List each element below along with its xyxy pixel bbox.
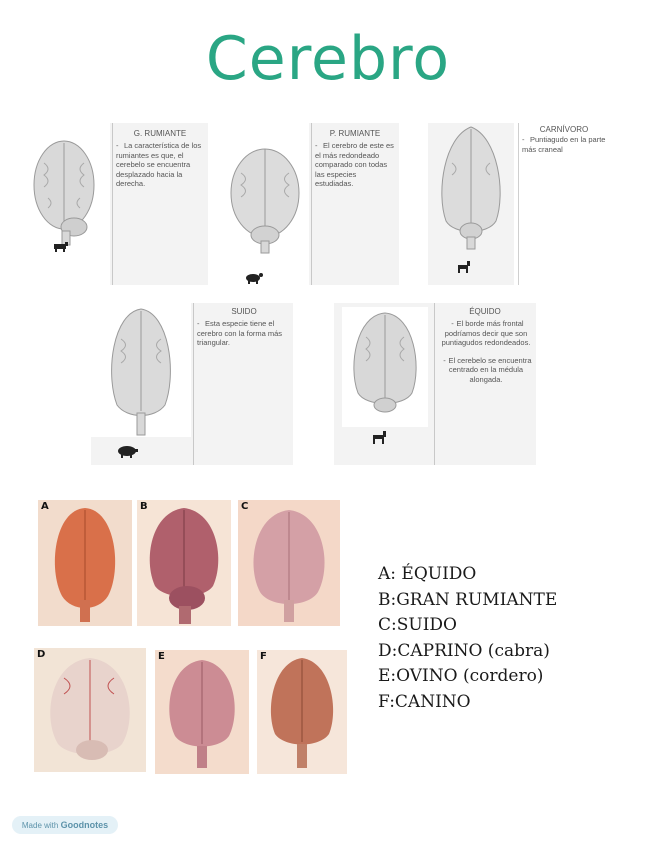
card-text: - El borde más frontal podríamos decir que son puntiagudos redondeados. - El cerebelo se encuentra centrado en la médula alongada.: [441, 319, 532, 384]
legend-item-b: B:GRAN RUMIANTE: [378, 589, 558, 610]
photo-letter: F: [260, 651, 267, 662]
legend-item-e: E:OVINO (cordero): [378, 666, 544, 686]
card-divider: [518, 123, 519, 285]
legend-item-c: C:SUIDO: [378, 615, 457, 635]
card-pequeno-rumiante: [221, 123, 399, 285]
brain-illustration-frame: [221, 123, 309, 285]
card-carnivoro: [428, 123, 608, 285]
card-heading: SUIDO: [231, 307, 257, 316]
badge-prefix: Made with: [21, 821, 59, 830]
photo-d: [34, 648, 146, 772]
pig-silhouette-icon: [115, 443, 139, 459]
photo-letter: E: [158, 651, 165, 662]
page-title: Cerebro: [205, 24, 451, 94]
photo-c: [238, 500, 340, 626]
brain-illustration-frame: [428, 123, 514, 285]
card-text: - Esta especie tiene el cerebro con la forma más triangular.: [197, 319, 283, 347]
brain-illustration-frame: [91, 303, 191, 437]
card-suido: [91, 303, 293, 465]
card-gran-rumiante: [18, 123, 208, 285]
dog-silhouette-icon: [458, 261, 470, 273]
card-divider: [112, 123, 113, 285]
cow-silhouette-icon: [54, 242, 68, 252]
card-text: - La característica de los rumiantes es que, el cerebelo se encuentra desplazado hacia la derecha.: [116, 141, 202, 188]
photo-a: [38, 500, 132, 626]
brain-photo: [34, 648, 146, 772]
photo-letter: D: [37, 649, 46, 660]
photo-letter: C: [241, 501, 249, 512]
photo-e: [155, 650, 249, 774]
legend-item-d: D:CAPRINO (cabra): [378, 640, 550, 661]
brain-illustration: [221, 123, 309, 285]
made-with-goodnotes-badge[interactable]: [12, 816, 118, 834]
card-text: - Puntiagudo en la parte más craneal: [522, 135, 606, 154]
brain-photo: [38, 500, 132, 626]
brain-illustration-frame: [18, 123, 110, 285]
card-heading: G. RUMIANTE: [133, 129, 187, 138]
brain-illustration: [342, 307, 428, 427]
card-text: - El cerebro de este es el más redondeado comparado con todas las especies estudiadas.: [315, 141, 394, 188]
legend-item-f: F:CANINO: [378, 691, 471, 712]
card-divider: [193, 303, 194, 465]
brain-photo: [238, 500, 340, 626]
horse-silhouette-icon: [370, 429, 390, 445]
brain-illustration-frame: [342, 307, 428, 427]
photo-letter: A: [41, 501, 49, 512]
card-divider: [311, 123, 312, 285]
legend-item-a: A: ÉQUIDO: [378, 564, 477, 584]
brain-photo: [155, 650, 249, 774]
photo-legend: [378, 562, 557, 715]
brain-illustration: [18, 123, 110, 285]
photo-letter: B: [140, 501, 148, 512]
photo-f: [257, 650, 347, 774]
photo-b: [137, 500, 231, 626]
brain-illustration: [428, 123, 514, 285]
card-heading: ÉQUIDO: [469, 307, 501, 316]
sheep-silhouette-icon: [246, 273, 263, 284]
card-equido: [334, 303, 536, 465]
brain-photo: [137, 500, 231, 626]
card-heading: P. RUMIANTE: [329, 129, 381, 138]
card-divider: [434, 303, 435, 465]
card-heading: CARNÍVORO: [539, 125, 589, 134]
brain-illustration: [91, 303, 191, 437]
brain-photo: [257, 650, 347, 774]
badge-brand: Goodnotes: [60, 820, 109, 830]
